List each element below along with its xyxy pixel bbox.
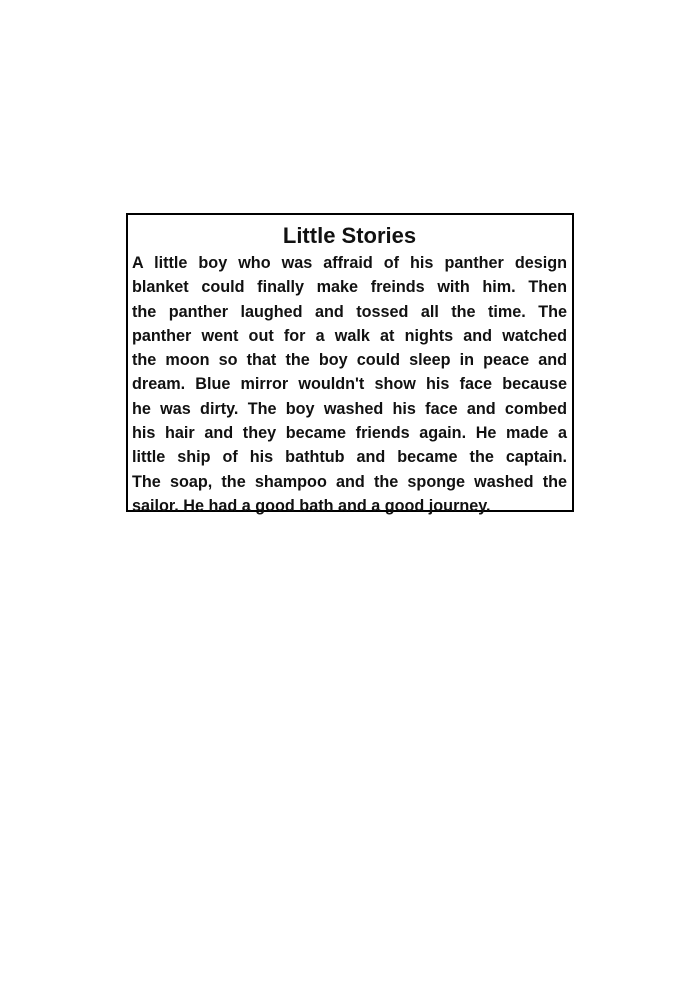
story-line: little ship of his bathtub and became the captain. (132, 448, 567, 467)
story-body (132, 251, 567, 518)
story-box (126, 213, 574, 515)
story-line: the moon so that the boy could sleep in peace and (132, 351, 567, 370)
story-title: Little Stories (282, 223, 417, 248)
story-line: he was dirty. The boy washed his face and combed (132, 399, 567, 418)
story-line: his hair and they became friends again. He made a (132, 424, 567, 443)
story-line: the panther laughed and tossed all the time. The (132, 302, 567, 321)
story-line: dream. Blue mirror wouldn't show his face because (132, 375, 567, 394)
story-line: panther went out for a walk at nights and watched (132, 326, 567, 345)
story-line: sailor. He had a good bath and a good journey. (132, 496, 491, 515)
story-line: A little boy who was affraid of his panther design (132, 254, 567, 272)
story-line: blanket could finally make freinds with him. Then (132, 278, 567, 297)
story-line: The soap, the shampoo and the sponge washed the (132, 472, 567, 491)
